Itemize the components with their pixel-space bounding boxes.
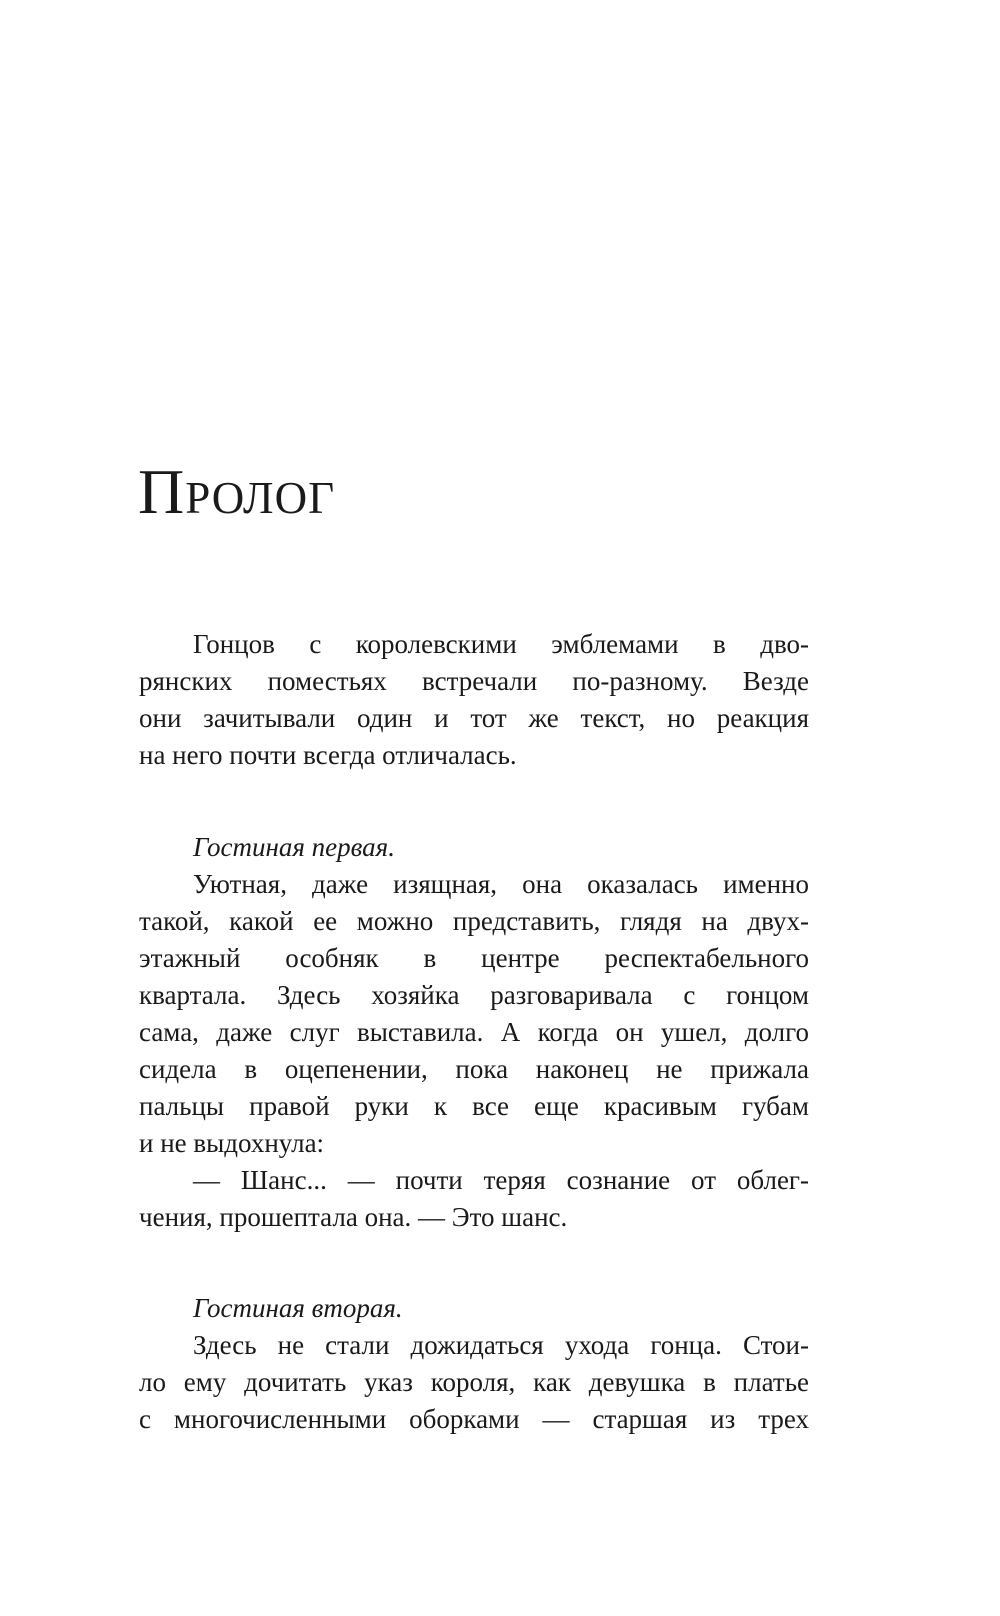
text-line: пальцы правой руки к все еще красивым губам (139, 1091, 809, 1121)
text-line: с многочисленными оборками — старшая из трех (139, 1404, 809, 1434)
text-line: Гонцов с королевскими эмблемами в дво- (193, 629, 809, 659)
text-line: рянских поместьях встречали по-разному. Везде (139, 666, 809, 696)
text-line: и не выдохнула: (139, 1128, 325, 1158)
chapter-title: Пролог (138, 456, 336, 527)
text-line: сидела в оцепенении, пока наконец не прижала (139, 1054, 809, 1084)
section-first-living-room (139, 829, 809, 1236)
text-line: сама, даже слуг выставила. А когда он ушел, долго (139, 1017, 809, 1047)
section-heading: Гостиная вторая. (193, 1293, 403, 1323)
text-line: квартала. Здесь хозяйка разговаривала с гонцом (139, 980, 809, 1010)
text-line: такой, какой ее можно представить, глядя на двух- (139, 906, 809, 936)
text-line: на него почти всегда отличалась. (139, 740, 517, 770)
text-line: Здесь не стали дожидаться ухода гонца. Стои- (193, 1330, 809, 1360)
section-heading: Гостиная первая. (193, 832, 395, 862)
dialogue-line: чения, прошептала она. — Это шанс. (139, 1202, 568, 1232)
text-line: Уютная, даже изящная, она оказалась именно (193, 869, 809, 899)
text-line: они зачитывали один и тот же текст, но реакция (139, 703, 809, 733)
text-line: этажный особняк в центре респектабельного (139, 943, 809, 973)
section-second-living-room (139, 1290, 809, 1438)
opening-paragraph (139, 626, 809, 774)
dialogue-line: — Шанс... — почти теряя сознание от облег- (193, 1165, 809, 1195)
text-line: ло ему дочитать указ короля, как девушка в платье (139, 1367, 809, 1397)
